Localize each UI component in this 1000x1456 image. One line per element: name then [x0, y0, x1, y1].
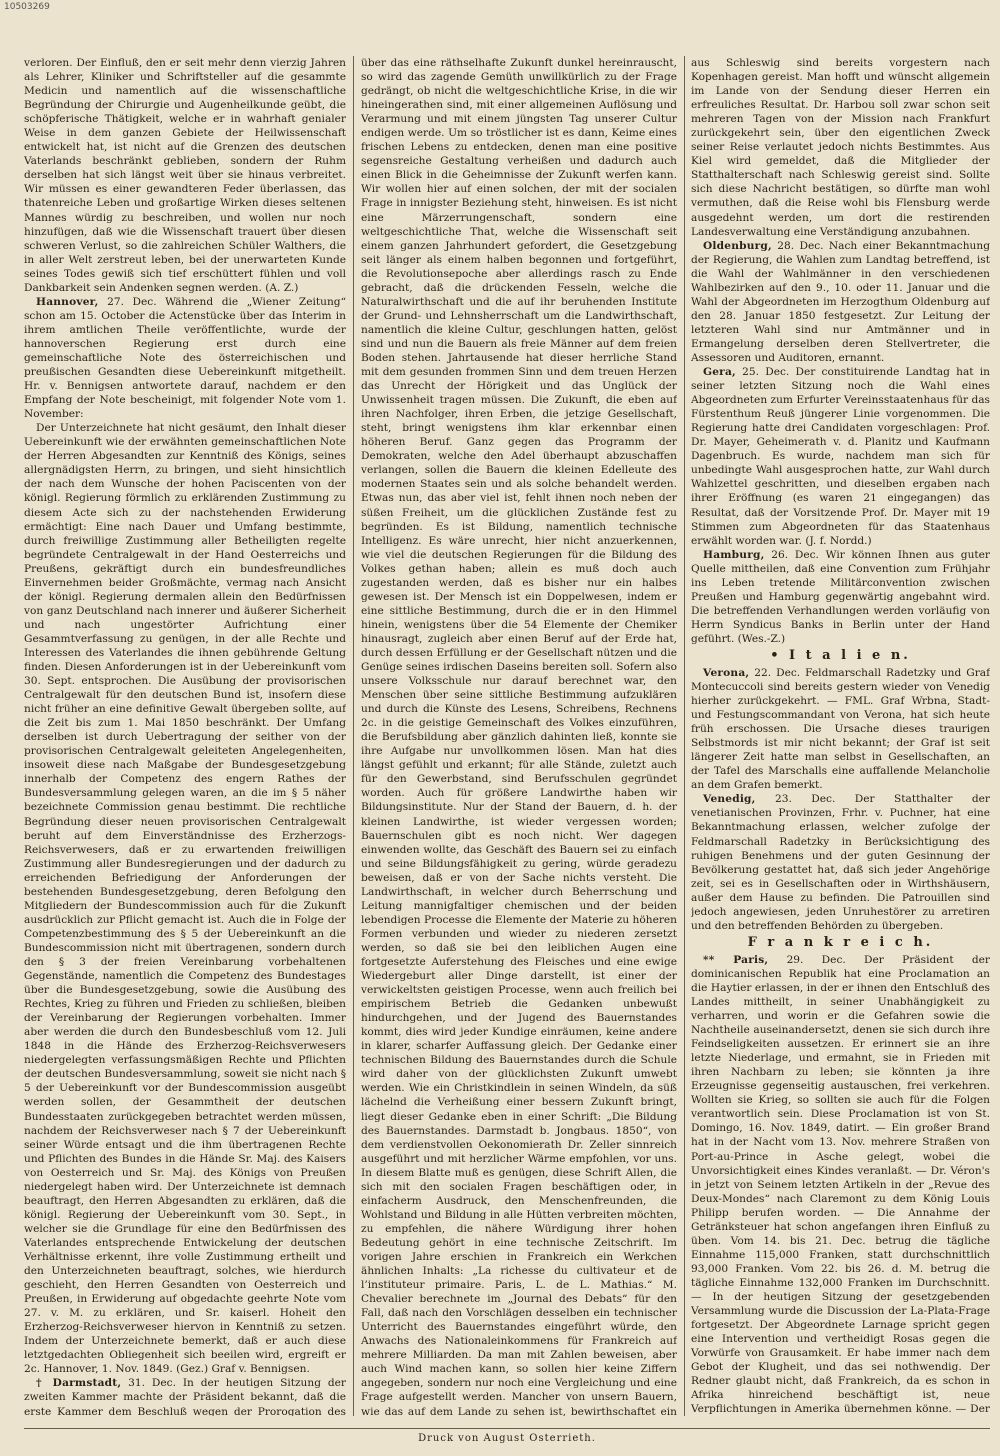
dateline: Hannover,: [36, 295, 99, 308]
column-2: [361, 56, 677, 1416]
article-hamburg: [691, 548, 990, 646]
section-heading-italien: • I t a l i e n.: [770, 647, 911, 663]
article-gera: [691, 365, 990, 548]
article-paragraph: aus Schleswig sind bereits vorgestern nach Kopenhagen gereist. Man hofft und wünscht allgemein im Lande von der Sendung dieser Herren ein erfreuliches Resultat. Dr. Harbou soll zwar schon seit mehreren Tagen von der Mission nach Frankfurt zurückgekehrt sein, über den eigentlichen Zweck seiner Reise verlautet jedoch nichts Bestimmtes. Aus Kiel wird gemeldet, daß die Mitglieder der Statthalterschaft nach Schleswig gereist sind. Sollte sich diese Nachricht bestätigen, so dürfte man wohl vermuthen, daß die Reise wohl bis Flensburg werde ausgedehnt werden, um dort die restirenden Landesverwaltung eine Verständigung anzubahnen.: [691, 57, 990, 238]
article-text: 26. Dec. Wir können Ihnen aus guter Quelle mittheilen, daß eine Convention zum Frühjahr ins Leben tretende Militärconvention zwischen Preußen und Hamburg gegenwärtig angebahnt wird. Die betreffenden Verhandlungen werden vorläufig von Herrn Syndicus Banks in Berlin unter der Hand geführt. (Wes.-Z.): [691, 548, 990, 645]
article-text: 28. Dec. Nach einer Bekanntmachung der Regierung, die Wahlen zum Landtag betreffend, ist die Wahl der Wahlmänner in den verschiedenen Wahlbezirken auf den 9., 10. oder 11. Januar und die Wahl der Abgeordneten im Herzogthum Oldenburg auf den 28. Januar 1850 festgesetzt. Zur Leitung der letzteren Wahl sind nur Amtmänner und in Ermangelung derselben deren Stellvertreter, die Assessoren und Auditoren, ernannt.: [691, 239, 990, 364]
article-text: 23. Dec. Der Statthalter der venetianischen Provinzen, Frhr. v. Puchner, hat eine Bekanntmachung erlassen, welcher zufolge der Feldmarschall Radetzky in Berücksichtigung des ruhigen Benehmens und der guten Gesinnung der Bevölkerung gestattet hat, daß sich jeder Angehörige zeit, sei es in Gesellschaften oder in Wirthshäusern, außer dem Hause zu befinden. Die Patrouillen sind jedoch angewiesen, jeden Unruhestörer zu arretiren und den betreffenden Behörden zu übergeben.: [691, 793, 990, 932]
article-text: 27. Dec. Während die „Wiener Zeitung“ schon am 15. October die Actenstücke über das Interim in ihrem amtlichen Theile veröffentlichte, wurde der hannoverschen Regierung erst durch eine gemeinschaftliche Note des österreichischen und preußischen Gesandten diese Uebereinkunft mitgetheilt. Hr. v. Bennigsen antwortete darauf, nachdem er den Empfang der Note bescheinigt, mit folgender Note vom 1. November:: [24, 295, 346, 421]
article-darmstadt: [24, 1376, 346, 1416]
dateline: Verona,: [703, 666, 750, 679]
dateline: Gera,: [703, 366, 736, 379]
column-divider: [684, 56, 685, 1416]
article-paragraph: Der Unterzeichnete hat nicht gesäumt, den Inhalt dieser Uebereinkunft wie der erwähnten gemeinschaftlichen Note der Herren Abgesandten zur Kenntniß des Königs, seines allergnädigsten Herrn, zu bringen, und sieht hinsichtlich der nach dem Wunsche der hohen Paciscenten von der königl. Regierung förmlich zu erklärenden Zustimmung zu diesem Acte sich zu der nachstehenden Erwiderung ermächtigt: Eine nach Dauer und Umfang bestimmte, durch freiwillige Zustimmung aller Betheiligten regelte begründete Centralgewalt in der Hand Oesterreichs und Preußens, gekräftigt durch ein bundesfreundliches Einvernehmen beider Großmächte, vermag nach Ansicht der königl. Regierung dermalen allein den Bedürfnissen von ganz Deutschland nach innerer und äußerer Sicherheit und nach ungestörter Aufrichtung einer Gesammtverfassung zu genügen, in der alle Rechte und Interessen des Vaterlandes die ihnen gebührende Geltung finden. Diesen Anforderungen ist in der Uebereinkunft vom 30. Sept. entsprochen. Die Ausübung der provisorischen Centralgewalt für den deutschen Bund ist, insofern diese nicht früher an eine definitive Gewalt übergeben sollte, auf die Zeit bis zum 1. Mai 1850 beschränkt. Der Umfang derselben ist durch Uebertragung der seither von der provisorischen Centralgewalt geleiteten Angelegenheiten, insoweit diese nach Maßgabe der Bundesgesetzgebung innerhalb der Competenz des engern Rathes der Bundesversammlung gelegen waren, an die im § 5 näher bezeichnete Commission genau bestimmt. Die rechtliche Begründung dieser neuen provisorischen Centralgewalt beruht auf dem Einverständnisse des Erzherzogs-Reichsverwesers, daß er zu erwartenden freiwilligen Zustimmung aller Bundesregierungen und der dadurch zu erreichenden Befriedigung der Anforderungen der bestehenden Bundesgesetzgebung, deren Befolgung den Mitgliedern der Bundescommission auch für die Zukunft ausdrücklich zur Pflicht gemacht ist. Auch die in Folge der Competenzbestimmung des § 5 der Uebereinkunft an die Bundescommission nicht mit übertragenen, sondern durch den § 3 der freien Vereinbarung vorbehaltenen Gegenstände, namentlich die Competenz des Bundestages über die Bundesgesetzgebung, sowie die Ausübung des Rechtes, Krieg zu führen und Frieden zu schließen, bleiben der Vereinbarung der Regierungen vorbehalten. Immer aber werden die durch den Bundesbeschluß vom 12. Juli 1848 in die Hände des Erzherzog-Reichsverwesers niedergelegten verfassungsmäßigen Rechte und Pflichten der deutschen Bundesversammlung, soweit sie nicht nach § 5 der Uebereinkunft vor der Bundescommission ausgeübt werden sollen, der Gesammtheit der deutschen Bundesstaaten zurückgegeben betrachtet werden müssen, nachdem der Reichsverweser nach § 7 der Uebereinkunft seiner Würde entsagt und die ihm übertragenen Rechte und Pflichten des Bundes in die Hände Sr. Maj. des Kaisers von Oesterreich und Sr. Maj. des Königs von Preußen niedergelegt haben wird. Der Unterzeichnete ist demnach beauftragt, den Herren Abgesandten zu erklären, daß die königl. Regierung der Uebereinkunft vom 30. Sept., in welcher sie die Grundlage für eine den Bedürfnissen des Vaterlandes entsprechende Entwickelung der deutschen Verhältnisse erkennt, ihre volle Zustimmung ertheilt und den Unterzeichneten beauftragt, solches, wie hierdurch geschieht, den Herren Gesandten von Oesterreich und Preußen, in Erwiderung auf obgedachte geehrte Note vom 27. v. M. zu erklären, und Sr. kaiserl. Hoheit den Erzherzog-Reichsverweser hiervon in Kenntniß zu setzen. Indem der Unterzeichnete bemerkt, daß er auch diese letztgedachten Obliegenheit sich beeilen wird, ergreift er 2c. Hannover, 1. Nov. 1849. (Gez.) Graf v. Bennigsen.: [24, 422, 346, 1376]
article-text: 31. Dec. In der heutigen Sitzung der zweiten Kammer machte der Präsident bekannt, daß die erste Kammer dem Beschluß wegen der Prorogation des: [24, 1377, 346, 1416]
column-divider: [353, 56, 354, 1416]
column-3: [691, 56, 990, 1416]
article-verona: [691, 666, 990, 792]
section-heading-frankreich: F r a n k r e i c h.: [747, 934, 934, 950]
article-venedig: [691, 792, 990, 932]
article-paragraph: verloren. Der Einfluß, den er seit mehr denn vierzig Jahren als Lehrer, Kliniker und Schriftsteller auf die gesammte Medicin und namentlich auf die wissenschaftliche Begründung der Chirurgie und Augenheilkunde geübt, die schöpferische Thätigkeit, welche er in wahrhaft genialer Weise in dem ganzen Gebiete der Heilwissenschaft entwickelt hat, ist nicht auf die Grenzen des deutschen Vaterlands beschränkt geblieben, sondern der Ruhm derselben hat sich längst weit über sie hinaus verbreitet. Wir müssen es einer gewandteren Feder überlassen, das thatenreiche Leben und großartige Wirken dieses seltenen Mannes würdig zu beschreiben, und wollen nur noch hinzufügen, daß wie die Wissenschaft trauert über diesen schweren Verlust, so die zahlreichen Schüler Walthers, die in aller Welt zerstreut leben, bei der unerwarteten Kunde seines Todes gewiß sich tief erschüttert fühlen und voll Dankbarkeit sein Andenken segnen werden. (A. Z.): [24, 57, 346, 294]
article-text: 29. Dec. Der Präsident der dominicanischen Republik hat eine Proclamation an die Haytier erlassen, in der er ihnen den Entschluß des Landes mittheilt, in seiner Unabhängigkeit zu verharren, und worin er die Gefahren sowie die Nachtheile auseinandersetzt, denen sie sich durch ihre Feindseligkeiten aussetzen. Er erinnert sie an ihre letzte Niederlage, und ermahnt, sie in Frieden mit ihren Nachbarn zu leben; sie könnten ja ihre Erzeugnisse gegenseitig austauschen, frei verkehren. Wollten sie Krieg, so sollten sie auch für die Folgen verantwortlich sein. Diese Proclamation ist von St. Domingo, 16. Nov. 1849, datirt. — Ein großer Brand hat in der Nacht vom 13. Nov. mehrere Straßen von Port-au-Prince in Asche gelegt, wobei die Unvorsichtigkeit eines Kindes veranlaßt. — Dr. Véron's in jetzt von Seinem letzten Artikeln in der „Revue des Deux-Mondes“ nach Claremont zu dem König Louis Philipp berufen worden. — Die Annahme der Getränksteuer hat schon angefangen ihren Einfluß zu üben. Vom 14. bis 21. Dec. betrug die tägliche Einnahme 115,000 Franken, statt durchschnittlich 93,000 Franken. Vom 22. bis 26. d. M. betrug die tägliche Einnahme 132,000 Franken im Durchschnitt. — In der heutigen Sitzung der gesetzgebenden Versammlung wurde die Discussion der La-Plata-Frage fortgesetzt. Der Abgeordnete Larnage spricht gegen eine Intervention und vertheidigt Rosas gegen die Vorwürfe von Grausamkeit. Er habe immer nach dem Gebot der Klugheit, und das sei nothwendig. Der Redner glaubt nicht, daß Frankreich, da es schon in Afrika hinreichend beschäftigt ist, neue Verpflichtungen in Amerika übernehmen könne. — Der: [691, 953, 990, 1416]
dateline: ** Paris,: [703, 953, 769, 966]
article-hannover: [24, 295, 346, 421]
article-oldenburg: [691, 239, 990, 365]
dateline: Hamburg,: [703, 548, 765, 561]
printer-imprint: Druck von August Osterrieth.: [24, 1428, 990, 1444]
article-paris: [691, 953, 990, 1416]
newspaper-page: [24, 56, 990, 1444]
article-text: 25. Dec. Der constituirende Landtag hat in seiner letzten Sitzung noch die Wahl eines Abgeordneten zum Erfurter Vereinsstaatenhaus für das Fürstenthum Reuß jüngerer Linie vorgenommen. Die Regierung hatte drei Candidaten vorgeschlagen: Prof. Dr. Mayer, Geheimerath v. d. Planitz und Kaufmann Dagenbruch. Es wurde, nachdem man sich für unbedingte Wahl ausgesprochen hatte, zur Wahl durch Wahlzettel geschritten, und dieselben ergaben nach ihrer Eröffnung (es waren 21 eingegangen) das Resultat, daß der Vorsitzende Prof. Dr. Mayer mit 19 Stimmen zum Abgeordneten für das Staatenhaus erwählt worden war. (J. f. Nordd.): [691, 366, 990, 547]
article-paragraph: über das eine räthselhafte Zukunft dunkel hereinrauscht, so wird das zagende Gemüth unwillkürlich zu der Frage gedrängt, ob nicht die weltgeschichtliche Krise, in die wir hineingerathen sind, mit einer allgemeinen Auflösung und Verarmung und mit einem jüngsten Tag unserer Cultur endigen werde. Um so tröstlicher ist es dann, Keime eines frischen Lebens zu entdecken, denen man eine positive segensreiche Gestaltung verheißen und dadurch auch einen Blick in die Geheimnisse der Zukunft werfen kann. Wir wollen hier auf einen solchen, der mit der socialen Frage in innigster Beziehung steht, hinweisen. Es ist nicht eine Märzerrungenschaft, sondern eine weltgeschichtliche That, welche die Wissenschaft seit einem ganzen Jahrhundert gefordert, die Gesetzgebung seit länger als einem halben begonnen und fortgeführt, die Revolutionsepoche aber allerdings rasch zu Ende gebracht, daß die drückenden Fesseln, welche die Naturalwirthschaft und die auf ihr beruhenden Institute der Grund- und Lehnsherrschaft um die Landwirthschaft, namentlich die kleine Cultur, geschlungen hatten, gelöst sind und nun die Bauern als freie Männer auf dem freien Boden stehen. Jahrtausende hat dieser herrliche Stand mit dem gesunden frommen Sinn und dem treuen Herzen das Unrecht der Hörigkeit und das Unglück der Unwissenheit tragen müssen. Die Zukunft, die eben auf ihren Nachfolger, ihren Erben, die jetzige Gesellschaft, steht, bringt wenigstens ihm klar erkennbar einen höheren Beruf. Ganz gegen das Programm der Demokraten, welche den Adel überhaupt abzuschaffen verlangen, sollen die Bauern die kleinen Edelleute des modernen Staates sein und als solche behandelt werden. Etwas nun, das aber viel ist, fehlt ihnen noch neben der süßen Freiheit, um die glücklichen Zustände fest zu begründen. Es ist Bildung, namentlich technische Intelligenz. Es wäre unrecht, hier nicht anzuerkennen, wie viel die deutschen Regierungen für die Bildung des Volkes gethan haben; allein es muß doch auch zugestanden werden, daß es bisher nur ein halbes gewesen ist. Der Mensch ist ein Doppelwesen, indem er eine sittliche Bestimmung, durch die er in den Himmel hinein, wenigstens über die 54 Elemente der Chemiker hinausragt, zugleich aber einen Beruf auf der Erde hat, durch dessen Erfüllung er der Gesellschaft nützen und die Genüge seines irdischen Daseins bereiten soll. Sofern also unsere Volksschule nur darauf berechnet war, den Menschen über seine sittliche Bestimmung aufzuklären und durch die Künste des Lesens, Schreibens, Rechnens 2c. in die geistige Gemeinschaft des Volkes einzuführen, die Berufsbildung aber gänzlich dahinten ließ, konnte sie ihre Aufgabe nur unvollkommen lösen. Man hat dies längst gefühlt und erkannt; für alle Stände, zuletzt auch für den Gewerbstand, sind Berufsschulen gegründet worden. Auch für größere Landwirthe haben wir Bildungsinstitute. Nur der Stand der Bauern, d. h. der kleinen Landwirthe, ist wieder vergessen worden; Bauernschulen gibt es noch nicht. Wer dagegen einwenden wollte, das Geschäft des Bauern sei zu einfach und seine Bildungsfähigkeit zu gering, würde geradezu beweisen, daß er von der Sache nichts versteht. Die Landwirthschaft, in welcher durch Beherrschung und Leitung mannigfaltiger chemischen und der beiden lebendigen Processe die Elemente der Materie zu höheren Formen verbunden und wieder zu niederen zersetzt werden, so daß sie bei den leiblichen Augen eine fortgesetzte Auferstehung des Fleisches und eine ewige Wiedergeburt aller Dinge darstellt, ist einer der verwickeltsten geistigen Processe, wenn auch freilich bei empirischem Betrieb die Gedanken unbewußt hindurchgehen, und der Jugend des Bauernstandes kommt, dies wird jeder Kundige einräumen, keine andere in klarer, scharfer Auffassung gleich. Der Gedanke einer technischen Bildung des Bauernstandes durch die Schule wird daher von der glücklichsten Zukunft umwebt werden. Wie ein Christkindlein in seinen Windeln, da süß lächelnd die Verheißung einer bessern Zukunft bringt, liegt dieser Gedanke eben in einer Schrift: „Die Bildung des Bauernstandes. Darmstadt b. Jongbaus. 1850“, von dem verdienstvollen Oekonomierath Dr. Zeller sinnreich ausgeführt und mit herzlicher Wärme empfohlen, vor uns. In diesem Blatte muß es genügen, diese Schrift Allen, die sich mit den socialen Fragen beschäftigen oder, in einfacherm Ausdruck, den Menschenfreunden, die Wohlstand und Bildung in alle Hütten verbreiten möchten, zu empfehlen, die nähere Würdigung ihrer hohen Bedeutung gehört in eine technische Zeitschrift. Im vorigen Jahre erschien in Frankreich ein Werkchen ähnlichen Inhalts: „La richesse du cultivateur et de l’instituteur primaire. Paris, L. de L. Mathias.“ M. Chevalier berechnete im „Journal des Debats“ für den Fall, daß nach den Vorschlägen desselben ein technischer Unterricht des Bauernstandes eingeführt würde, den Anwachs des Nationaleinkommens für Frankreich auf mehrere Milliarden. Da man mit Zahlen beweisen, aber auch Wind machen kann, so sollen hier keine Ziffern angegeben, sondern nur noch eine Vergleichung und eine Frage aufgestellt werden. Mancher von unsern Bauern, wie das auf dem Lande zu sehen ist, bewirthschaftet ein: [361, 57, 677, 1416]
article-text: 22. Dec. Feldmarschall Radetzky und Graf Montecuccoli sind bereits gestern wieder von Venedig hierher zurückgekehrt. — FML. Graf Wrbna, Stadt- und Festungscommandant von Verona, hat sich heute früh erschossen. Die Ursache dieses traurigen Selbstmords ist mir nicht bekannt; der Graf ist seit längerer Zeit hatte man selbst in Gesellschaften, an der Tafel des Marschalls eine auffallende Melancholie an dem Grafen bemerkt.: [691, 666, 990, 792]
dateline: † Darmstadt,: [36, 1377, 122, 1390]
dateline: Venedig,: [703, 793, 756, 806]
page-id: 10503269: [4, 2, 50, 12]
column-1: [24, 56, 346, 1416]
dateline: Oldenburg,: [703, 239, 772, 252]
